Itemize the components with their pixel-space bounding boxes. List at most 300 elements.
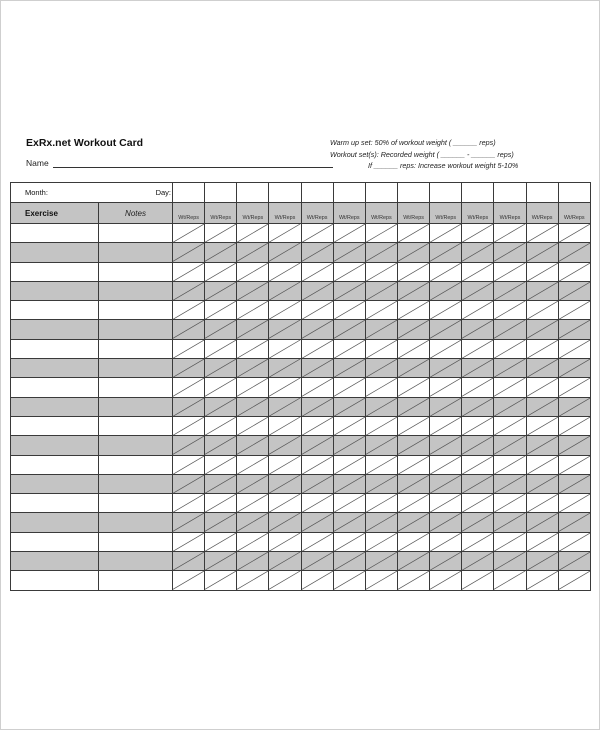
wt-reps-cell[interactable] <box>301 532 333 551</box>
wt-reps-cell[interactable] <box>397 339 429 358</box>
date-cell-10[interactable] <box>462 183 494 203</box>
wt-reps-cell[interactable] <box>397 416 429 435</box>
exercise-cell[interactable] <box>11 513 99 532</box>
date-cell-11[interactable] <box>494 183 526 203</box>
wt-reps-cell[interactable] <box>333 571 365 590</box>
notes-cell[interactable] <box>99 455 173 474</box>
wt-reps-cell[interactable] <box>237 494 269 513</box>
wt-reps-cell[interactable] <box>526 301 558 320</box>
wt-reps-cell[interactable] <box>333 513 365 532</box>
notes-cell[interactable] <box>99 397 173 416</box>
wt-reps-cell[interactable] <box>237 262 269 281</box>
wt-reps-cell[interactable] <box>205 224 237 243</box>
date-cell-3[interactable] <box>237 183 269 203</box>
wt-reps-cell[interactable] <box>430 532 462 551</box>
wt-reps-cell[interactable] <box>526 494 558 513</box>
wt-reps-cell[interactable] <box>333 301 365 320</box>
wt-reps-cell[interactable] <box>526 339 558 358</box>
wt-reps-cell[interactable] <box>301 224 333 243</box>
wt-reps-cell[interactable] <box>173 397 205 416</box>
wt-reps-cell[interactable] <box>173 378 205 397</box>
wt-reps-cell[interactable] <box>462 243 494 262</box>
wt-reps-cell[interactable] <box>269 301 301 320</box>
wt-reps-cell[interactable] <box>205 320 237 339</box>
wt-reps-cell[interactable] <box>301 320 333 339</box>
wt-reps-cell[interactable] <box>462 281 494 300</box>
wt-reps-cell[interactable] <box>494 359 526 378</box>
wt-reps-cell[interactable] <box>333 224 365 243</box>
wt-reps-cell[interactable] <box>558 301 590 320</box>
wt-reps-cell[interactable] <box>462 532 494 551</box>
wt-reps-cell[interactable] <box>430 474 462 493</box>
wt-reps-cell[interactable] <box>301 436 333 455</box>
wt-reps-cell[interactable] <box>237 416 269 435</box>
wt-reps-cell[interactable] <box>526 224 558 243</box>
exercise-cell[interactable] <box>11 320 99 339</box>
wt-reps-cell[interactable] <box>494 416 526 435</box>
wt-reps-cell[interactable] <box>301 359 333 378</box>
wt-reps-cell[interactable] <box>558 320 590 339</box>
wt-reps-cell[interactable] <box>494 532 526 551</box>
wt-reps-cell[interactable] <box>173 224 205 243</box>
notes-cell[interactable] <box>99 224 173 243</box>
wt-reps-cell[interactable] <box>462 359 494 378</box>
wt-reps-cell[interactable] <box>269 494 301 513</box>
wt-reps-cell[interactable] <box>494 513 526 532</box>
wt-reps-cell[interactable] <box>237 281 269 300</box>
wt-reps-cell[interactable] <box>430 301 462 320</box>
wt-reps-cell[interactable] <box>430 339 462 358</box>
exercise-cell[interactable] <box>11 455 99 474</box>
wt-reps-cell[interactable] <box>237 301 269 320</box>
wt-reps-cell[interactable] <box>333 243 365 262</box>
exercise-cell[interactable] <box>11 243 99 262</box>
wt-reps-cell[interactable] <box>269 532 301 551</box>
wt-reps-cell[interactable] <box>301 513 333 532</box>
wt-reps-cell[interactable] <box>462 474 494 493</box>
wt-reps-cell[interactable] <box>301 301 333 320</box>
wt-reps-cell[interactable] <box>205 416 237 435</box>
wt-reps-cell[interactable] <box>462 262 494 281</box>
wt-reps-cell[interactable] <box>205 436 237 455</box>
wt-reps-cell[interactable] <box>205 339 237 358</box>
date-cell-5[interactable] <box>301 183 333 203</box>
wt-reps-cell[interactable] <box>494 455 526 474</box>
wt-reps-cell[interactable] <box>173 339 205 358</box>
wt-reps-cell[interactable] <box>462 339 494 358</box>
wt-reps-cell[interactable] <box>333 320 365 339</box>
wt-reps-cell[interactable] <box>205 513 237 532</box>
wt-reps-cell[interactable] <box>333 378 365 397</box>
wt-reps-cell[interactable] <box>301 281 333 300</box>
wt-reps-cell[interactable] <box>301 262 333 281</box>
wt-reps-cell[interactable] <box>365 532 397 551</box>
exercise-cell[interactable] <box>11 301 99 320</box>
wt-reps-cell[interactable] <box>526 513 558 532</box>
wt-reps-cell[interactable] <box>237 474 269 493</box>
wt-reps-cell[interactable] <box>269 455 301 474</box>
wt-reps-cell[interactable] <box>397 262 429 281</box>
wt-reps-cell[interactable] <box>173 243 205 262</box>
notes-cell[interactable] <box>99 494 173 513</box>
wt-reps-cell[interactable] <box>558 455 590 474</box>
date-cell-13[interactable] <box>558 183 590 203</box>
wt-reps-cell[interactable] <box>205 571 237 590</box>
exercise-cell[interactable] <box>11 262 99 281</box>
wt-reps-cell[interactable] <box>526 378 558 397</box>
wt-reps-cell[interactable] <box>269 224 301 243</box>
wt-reps-cell[interactable] <box>430 416 462 435</box>
wt-reps-cell[interactable] <box>173 301 205 320</box>
wt-reps-cell[interactable] <box>558 494 590 513</box>
wt-reps-cell[interactable] <box>526 436 558 455</box>
wt-reps-cell[interactable] <box>558 436 590 455</box>
wt-reps-cell[interactable] <box>269 359 301 378</box>
wt-reps-cell[interactable] <box>301 243 333 262</box>
wt-reps-cell[interactable] <box>430 552 462 571</box>
wt-reps-cell[interactable] <box>173 359 205 378</box>
wt-reps-cell[interactable] <box>237 224 269 243</box>
wt-reps-cell[interactable] <box>494 474 526 493</box>
wt-reps-cell[interactable] <box>558 281 590 300</box>
wt-reps-cell[interactable] <box>430 397 462 416</box>
wt-reps-cell[interactable] <box>173 474 205 493</box>
exercise-cell[interactable] <box>11 359 99 378</box>
wt-reps-cell[interactable] <box>494 339 526 358</box>
notes-cell[interactable] <box>99 281 173 300</box>
wt-reps-cell[interactable] <box>494 281 526 300</box>
wt-reps-cell[interactable] <box>526 474 558 493</box>
wt-reps-cell[interactable] <box>301 474 333 493</box>
wt-reps-cell[interactable] <box>333 494 365 513</box>
wt-reps-cell[interactable] <box>494 301 526 320</box>
wt-reps-cell[interactable] <box>430 571 462 590</box>
wt-reps-cell[interactable] <box>526 397 558 416</box>
notes-cell[interactable] <box>99 320 173 339</box>
exercise-cell[interactable] <box>11 532 99 551</box>
wt-reps-cell[interactable] <box>365 552 397 571</box>
wt-reps-cell[interactable] <box>173 552 205 571</box>
wt-reps-cell[interactable] <box>333 436 365 455</box>
wt-reps-cell[interactable] <box>365 359 397 378</box>
exercise-cell[interactable] <box>11 224 99 243</box>
wt-reps-cell[interactable] <box>462 320 494 339</box>
wt-reps-cell[interactable] <box>205 281 237 300</box>
wt-reps-cell[interactable] <box>269 320 301 339</box>
wt-reps-cell[interactable] <box>301 552 333 571</box>
wt-reps-cell[interactable] <box>333 532 365 551</box>
wt-reps-cell[interactable] <box>365 262 397 281</box>
wt-reps-cell[interactable] <box>462 494 494 513</box>
exercise-cell[interactable] <box>11 339 99 358</box>
wt-reps-cell[interactable] <box>430 436 462 455</box>
wt-reps-cell[interactable] <box>237 552 269 571</box>
diagonal-divider-icon <box>302 263 333 281</box>
wt-reps-cell[interactable] <box>558 243 590 262</box>
wt-reps-cell[interactable] <box>558 262 590 281</box>
wt-reps-cell[interactable] <box>494 397 526 416</box>
wt-reps-cell[interactable] <box>526 320 558 339</box>
wt-reps-cell[interactable] <box>558 378 590 397</box>
wt-reps-cell[interactable] <box>365 281 397 300</box>
wt-reps-cell[interactable] <box>430 378 462 397</box>
wt-reps-cell[interactable] <box>365 494 397 513</box>
date-cell-1[interactable] <box>173 183 205 203</box>
wt-reps-cell[interactable] <box>205 474 237 493</box>
wt-reps-cell[interactable] <box>462 455 494 474</box>
wt-reps-cell[interactable] <box>365 224 397 243</box>
notes-cell[interactable] <box>99 532 173 551</box>
wt-reps-cell[interactable] <box>558 532 590 551</box>
date-cell-8[interactable] <box>397 183 429 203</box>
notes-cell[interactable] <box>99 474 173 493</box>
wt-reps-cell[interactable] <box>237 378 269 397</box>
wt-reps-cell[interactable] <box>205 378 237 397</box>
wt-reps-cell[interactable] <box>365 474 397 493</box>
wt-reps-cell[interactable] <box>173 513 205 532</box>
wt-reps-cell[interactable] <box>558 513 590 532</box>
wt-reps-cell[interactable] <box>301 378 333 397</box>
name-blank-line[interactable] <box>53 158 333 168</box>
wt-reps-cell[interactable] <box>526 571 558 590</box>
exercise-cell[interactable] <box>11 494 99 513</box>
wt-reps-cell[interactable] <box>301 339 333 358</box>
wt-reps-cell[interactable] <box>301 397 333 416</box>
wt-reps-cell[interactable] <box>365 378 397 397</box>
wt-reps-cell[interactable] <box>526 243 558 262</box>
notes-cell[interactable] <box>99 378 173 397</box>
wt-reps-cell[interactable] <box>333 455 365 474</box>
notes-cell[interactable] <box>99 571 173 590</box>
date-cell-7[interactable] <box>365 183 397 203</box>
wt-reps-cell[interactable] <box>333 416 365 435</box>
notes-cell[interactable] <box>99 262 173 281</box>
wt-reps-cell[interactable] <box>205 397 237 416</box>
notes-cell[interactable] <box>99 243 173 262</box>
wt-reps-cell[interactable] <box>333 359 365 378</box>
wt-reps-cell[interactable] <box>365 416 397 435</box>
wt-reps-cell[interactable] <box>333 397 365 416</box>
wt-reps-cell[interactable] <box>365 571 397 590</box>
notes-cell[interactable] <box>99 359 173 378</box>
wt-reps-cell[interactable] <box>269 243 301 262</box>
wt-reps-cell[interactable] <box>365 455 397 474</box>
notes-cell[interactable] <box>99 436 173 455</box>
wt-reps-cell[interactable] <box>269 474 301 493</box>
wt-reps-cell[interactable] <box>462 301 494 320</box>
wt-reps-cell[interactable] <box>397 436 429 455</box>
wt-reps-cell[interactable] <box>301 494 333 513</box>
wt-reps-cell[interactable] <box>397 571 429 590</box>
wt-reps-cell[interactable] <box>397 494 429 513</box>
exercise-cell[interactable] <box>11 397 99 416</box>
notes-cell[interactable] <box>99 339 173 358</box>
wt-reps-cell[interactable] <box>301 416 333 435</box>
wt-reps-cell[interactable] <box>173 262 205 281</box>
wt-reps-cell[interactable] <box>526 262 558 281</box>
exercise-cell[interactable] <box>11 552 99 571</box>
wt-reps-cell[interactable] <box>301 571 333 590</box>
wt-reps-cell[interactable] <box>494 494 526 513</box>
date-cell-6[interactable] <box>333 183 365 203</box>
wt-reps-cell[interactable] <box>269 571 301 590</box>
wt-reps-cell[interactable] <box>237 532 269 551</box>
exercise-cell[interactable] <box>11 436 99 455</box>
wt-reps-cell[interactable] <box>526 552 558 571</box>
wt-reps-cell[interactable] <box>462 378 494 397</box>
wt-reps-cell[interactable] <box>397 513 429 532</box>
wt-reps-cell[interactable] <box>558 416 590 435</box>
wt-reps-cell[interactable] <box>301 455 333 474</box>
wt-reps-cell[interactable] <box>494 378 526 397</box>
wt-reps-cell[interactable] <box>494 436 526 455</box>
wt-reps-cell[interactable] <box>333 552 365 571</box>
date-cell-9[interactable] <box>430 183 462 203</box>
wt-reps-cell[interactable] <box>397 359 429 378</box>
wt-reps-cell[interactable] <box>237 513 269 532</box>
wt-reps-cell[interactable] <box>397 378 429 397</box>
wt-reps-cell[interactable] <box>430 281 462 300</box>
wt-reps-cell[interactable] <box>494 571 526 590</box>
wt-reps-cell[interactable] <box>397 224 429 243</box>
wt-reps-cell[interactable] <box>430 243 462 262</box>
wt-reps-cell[interactable] <box>558 474 590 493</box>
wt-reps-cell[interactable] <box>558 552 590 571</box>
wt-reps-cell[interactable] <box>430 494 462 513</box>
exercise-cell[interactable] <box>11 281 99 300</box>
wt-reps-cell[interactable] <box>205 262 237 281</box>
wt-reps-cell[interactable] <box>397 455 429 474</box>
wt-reps-cell[interactable] <box>558 359 590 378</box>
wt-reps-cell[interactable] <box>333 339 365 358</box>
wt-reps-cell[interactable] <box>333 281 365 300</box>
wt-reps-cell[interactable] <box>269 397 301 416</box>
wt-reps-cell[interactable] <box>494 552 526 571</box>
notes-cell[interactable] <box>99 513 173 532</box>
wt-reps-cell[interactable] <box>269 262 301 281</box>
wt-reps-cell[interactable] <box>558 397 590 416</box>
wt-reps-cell[interactable] <box>462 397 494 416</box>
wt-reps-cell[interactable] <box>173 281 205 300</box>
exercise-cell[interactable] <box>11 416 99 435</box>
wt-reps-cell[interactable] <box>269 513 301 532</box>
wt-reps-cell[interactable] <box>397 243 429 262</box>
wt-reps-cell[interactable] <box>494 243 526 262</box>
wt-reps-cell[interactable] <box>526 455 558 474</box>
date-cell-4[interactable] <box>269 183 301 203</box>
wt-reps-cell[interactable] <box>237 455 269 474</box>
wt-reps-cell[interactable] <box>237 320 269 339</box>
wt-reps-cell[interactable] <box>237 243 269 262</box>
wt-reps-cell[interactable] <box>462 224 494 243</box>
wt-reps-cell[interactable] <box>397 320 429 339</box>
exercise-cell[interactable] <box>11 474 99 493</box>
wt-reps-cell[interactable] <box>237 571 269 590</box>
wt-reps-cell[interactable] <box>430 513 462 532</box>
wt-reps-cell[interactable] <box>365 320 397 339</box>
wt-reps-cell[interactable] <box>558 224 590 243</box>
wt-reps-cell[interactable] <box>430 320 462 339</box>
wt-reps-cell[interactable] <box>494 224 526 243</box>
wt-reps-cell[interactable] <box>205 532 237 551</box>
wt-reps-cell[interactable] <box>430 359 462 378</box>
wt-reps-cell[interactable] <box>365 436 397 455</box>
wt-reps-cell[interactable] <box>462 571 494 590</box>
wt-reps-cell[interactable] <box>462 552 494 571</box>
wt-reps-cell[interactable] <box>430 455 462 474</box>
wt-reps-cell[interactable] <box>397 552 429 571</box>
date-cell-12[interactable] <box>526 183 558 203</box>
notes-cell[interactable] <box>99 552 173 571</box>
wt-reps-cell[interactable] <box>397 397 429 416</box>
wt-reps-cell[interactable] <box>269 416 301 435</box>
wt-reps-cell[interactable] <box>397 474 429 493</box>
wt-reps-cell[interactable] <box>173 436 205 455</box>
wt-reps-cell[interactable] <box>526 416 558 435</box>
wt-reps-cell[interactable] <box>205 243 237 262</box>
wt-reps-cell[interactable] <box>205 455 237 474</box>
wt-reps-cell[interactable] <box>526 359 558 378</box>
wt-reps-cell[interactable] <box>237 359 269 378</box>
wt-reps-cell[interactable] <box>173 455 205 474</box>
wt-reps-cell[interactable] <box>269 281 301 300</box>
wt-reps-cell[interactable] <box>494 320 526 339</box>
wt-reps-cell[interactable] <box>494 262 526 281</box>
wt-reps-cell[interactable] <box>558 571 590 590</box>
wt-reps-cell[interactable] <box>397 281 429 300</box>
wt-reps-cell[interactable] <box>397 301 429 320</box>
wt-reps-cell[interactable] <box>430 224 462 243</box>
wt-reps-cell[interactable] <box>462 416 494 435</box>
wt-reps-cell[interactable] <box>173 571 205 590</box>
wt-reps-cell[interactable] <box>173 532 205 551</box>
wt-reps-cell[interactable] <box>269 436 301 455</box>
wt-reps-cell[interactable] <box>462 513 494 532</box>
notes-cell[interactable] <box>99 416 173 435</box>
exercise-cell[interactable] <box>11 571 99 590</box>
wt-reps-cell[interactable] <box>526 281 558 300</box>
wt-reps-cell[interactable] <box>173 494 205 513</box>
wt-reps-cell[interactable] <box>237 339 269 358</box>
wt-reps-cell[interactable] <box>237 397 269 416</box>
wt-reps-cell[interactable] <box>397 532 429 551</box>
wt-reps-cell[interactable] <box>526 532 558 551</box>
exercise-cell[interactable] <box>11 378 99 397</box>
wt-reps-cell[interactable] <box>269 378 301 397</box>
wt-reps-cell[interactable] <box>365 513 397 532</box>
wt-reps-cell[interactable] <box>333 474 365 493</box>
notes-cell[interactable] <box>99 301 173 320</box>
wt-reps-cell[interactable] <box>462 436 494 455</box>
wt-reps-cell[interactable] <box>173 416 205 435</box>
date-cell-2[interactable] <box>205 183 237 203</box>
wt-reps-cell[interactable] <box>205 552 237 571</box>
wt-reps-cell[interactable] <box>333 262 365 281</box>
wt-reps-cell[interactable] <box>365 397 397 416</box>
wt-reps-cell[interactable] <box>365 339 397 358</box>
wt-reps-cell[interactable] <box>205 359 237 378</box>
wt-reps-cell[interactable] <box>173 320 205 339</box>
wt-reps-cell[interactable] <box>558 339 590 358</box>
wt-reps-cell[interactable] <box>269 552 301 571</box>
wt-reps-cell[interactable] <box>237 436 269 455</box>
wt-reps-cell[interactable] <box>269 339 301 358</box>
wt-reps-cell[interactable] <box>430 262 462 281</box>
wt-reps-cell[interactable] <box>205 494 237 513</box>
wt-reps-cell[interactable] <box>365 243 397 262</box>
wt-reps-cell[interactable] <box>205 301 237 320</box>
wt-reps-cell[interactable] <box>365 301 397 320</box>
